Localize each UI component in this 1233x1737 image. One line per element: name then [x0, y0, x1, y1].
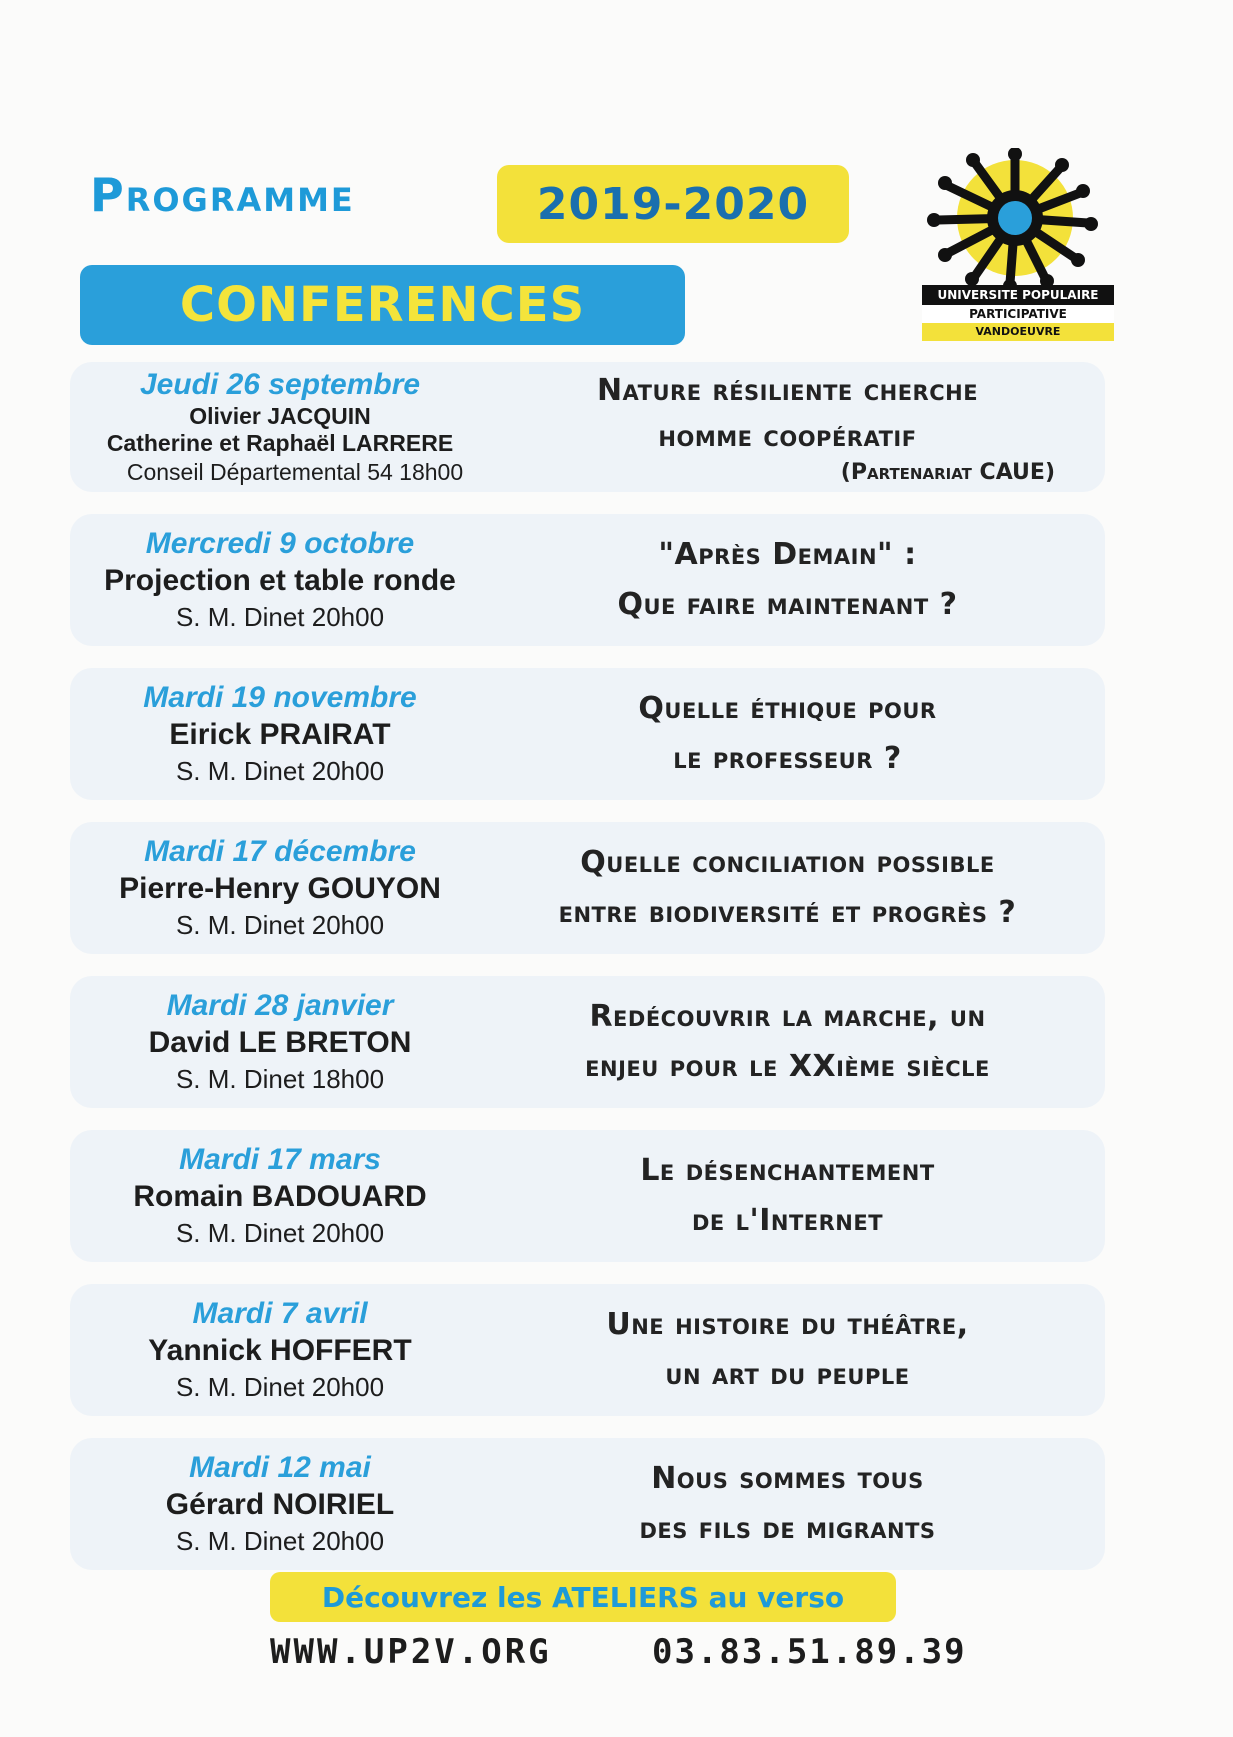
- topic-line: Quelle éthique pour: [638, 691, 937, 726]
- event-partner: (Partenariat CAUE): [840, 460, 1055, 485]
- website-url[interactable]: WWW.UP2V.ORG: [270, 1632, 552, 1672]
- event-topic: [470, 1284, 1105, 1416]
- event-info: [70, 668, 490, 800]
- event-place: S. M. Dinet 20h00: [175, 756, 385, 786]
- event-topic: [470, 1438, 1105, 1570]
- event-place: S. M. Dinet 20h00: [175, 1218, 385, 1248]
- logo-text-line2: PARTICIPATIVE: [922, 305, 1114, 323]
- section-banner: [80, 265, 685, 345]
- event-date: Mercredi 9 octobre: [145, 527, 415, 560]
- event-place: S. M. Dinet 20h00: [175, 1526, 385, 1556]
- event-place: S. M. Dinet 20h00: [175, 602, 385, 632]
- programme-title: Programme: [90, 168, 355, 222]
- event-topic: [470, 976, 1105, 1108]
- topic-line: homme coopératif: [658, 419, 917, 454]
- event-date: Mardi 19 novembre: [143, 681, 417, 714]
- event-row: [70, 1438, 1105, 1570]
- event-date: Mardi 17 décembre: [144, 835, 416, 868]
- event-row: [70, 1284, 1105, 1416]
- event-info: [70, 1284, 490, 1416]
- event-date: Mardi 7 avril: [192, 1297, 368, 1330]
- event-topic: [470, 1130, 1105, 1262]
- event-info: [70, 1438, 490, 1570]
- event-speaker: David LE BRETON: [148, 1026, 412, 1059]
- event-topic: [470, 514, 1105, 646]
- event-row: [70, 362, 1105, 492]
- event-date: Mardi 12 mai: [189, 1451, 371, 1484]
- topic-line: un art du peuple: [665, 1357, 910, 1392]
- event-date: Jeudi 26 septembre: [139, 368, 421, 401]
- logo-banner: [922, 285, 1114, 343]
- topic-line: Le désenchantement: [640, 1153, 935, 1188]
- year-badge: [497, 165, 849, 243]
- topic-line: le professeur ?: [673, 741, 902, 776]
- event-info: [70, 976, 490, 1108]
- event-row: [70, 822, 1105, 954]
- event-place: S. M. Dinet 20h00: [175, 910, 385, 940]
- topic-line: Nature résiliente cherche: [596, 373, 979, 408]
- event-list: [70, 362, 1105, 1592]
- event-speaker: Catherine et Raphaël LARRERE: [106, 430, 454, 456]
- event-info: [70, 362, 490, 492]
- topic-line: Redécouvrir la marche, un: [589, 999, 986, 1034]
- event-row: [70, 1130, 1105, 1262]
- topic-line: Nous sommes tous: [651, 1461, 924, 1496]
- event-info: [70, 822, 490, 954]
- event-row: [70, 976, 1105, 1108]
- ateliers-text: Découvrez les ATELIERS au verso: [321, 1580, 845, 1614]
- event-info: [70, 1130, 490, 1262]
- event-speaker: Olivier JACQUIN: [189, 403, 371, 429]
- event-speaker: Yannick HOFFERT: [148, 1334, 412, 1367]
- event-place: S. M. Dinet 18h00: [175, 1064, 385, 1094]
- logo-text-line3: VANDOEUVRE: [922, 323, 1114, 341]
- ateliers-banner: [270, 1572, 896, 1622]
- event-speaker: Gérard NOIRIEL: [165, 1488, 395, 1521]
- topic-line: Une histoire du théâtre,: [606, 1307, 969, 1342]
- logo-text-line1: UNIVERSITE POPULAIRE: [922, 285, 1114, 305]
- event-date: Mardi 28 janvier: [166, 989, 394, 1022]
- event-place: Conseil Départemental 54 18h00: [126, 459, 464, 485]
- topic-line: de l'Internet: [691, 1203, 884, 1238]
- section-title: CONFERENCES: [179, 277, 586, 333]
- phone-number: 03.83.51.89.39: [652, 1632, 967, 1672]
- event-topic: [470, 362, 1105, 492]
- event-topic: [470, 668, 1105, 800]
- topic-line: entre biodiversité et progrès ?: [558, 895, 1017, 930]
- topic-line: Que faire maintenant ?: [617, 587, 958, 622]
- topic-line: des fils de migrants: [639, 1511, 936, 1546]
- event-speaker: Pierre-Henry GOUYON: [119, 872, 441, 905]
- event-row: [70, 668, 1105, 800]
- topic-line: Quelle conciliation possible: [580, 845, 995, 880]
- event-row: [70, 514, 1105, 646]
- event-speaker: Romain BADOUARD: [133, 1180, 427, 1213]
- event-info: [70, 514, 490, 646]
- event-topic: [470, 822, 1105, 954]
- topic-line: enjeu pour le XXième siècle: [585, 1049, 990, 1084]
- event-date: Mardi 17 mars: [179, 1143, 381, 1176]
- event-place: S. M. Dinet 20h00: [175, 1372, 385, 1402]
- event-speaker: Eirick PRAIRAT: [169, 718, 391, 751]
- year-text: 2019-2020: [536, 178, 810, 230]
- topic-line: "Après Demain" :: [658, 537, 917, 572]
- event-speaker: Projection et table ronde: [104, 564, 456, 597]
